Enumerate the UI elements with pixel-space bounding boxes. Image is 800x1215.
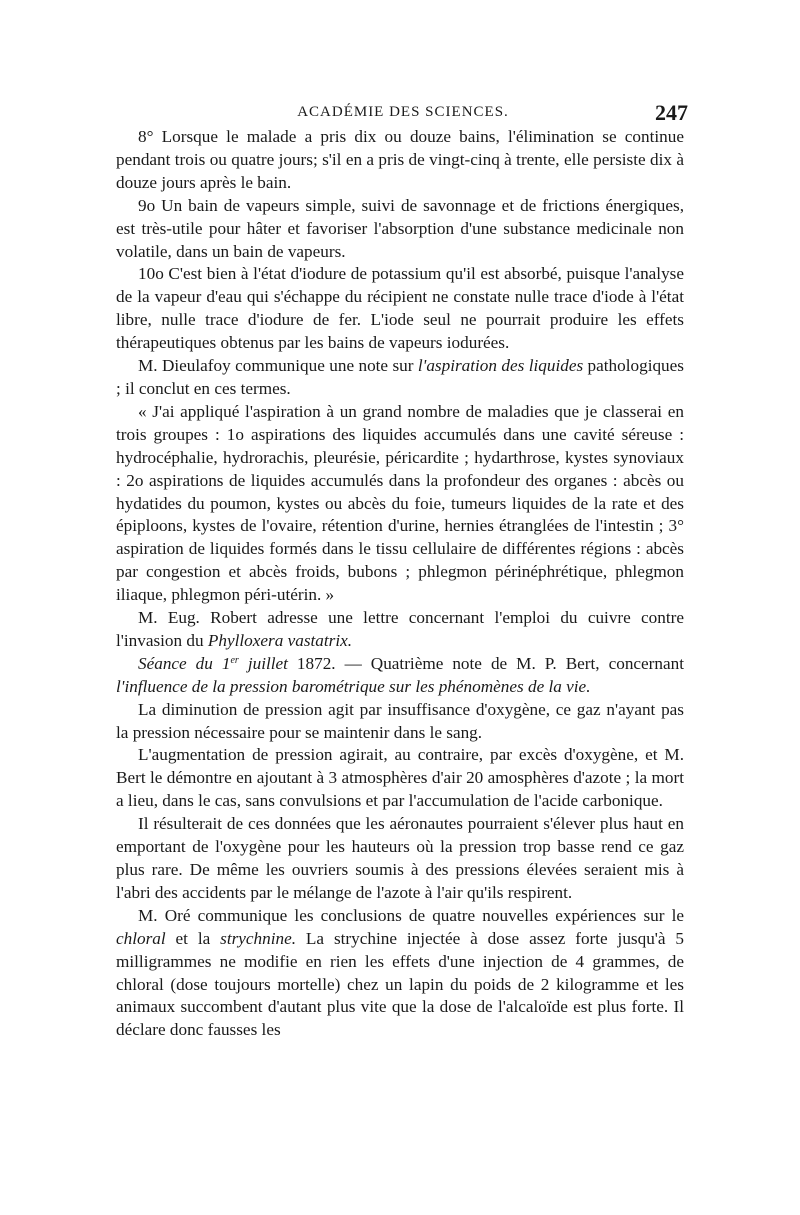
- paragraph-dieulafoy: [116, 355, 684, 401]
- paragraph-ore: [116, 905, 684, 1042]
- paragraph-aeronautes: Il résulterait de ces données que les aéronautes pourraient s'élever plus haut en emportant de l'oxygène pour les hauteurs où la pression trop basse rend ce gaz plus rare. De même les ouvriers soumis à des pressions élevées seraient mis à l'abri des accidents par le mélange de l'azote à l'air qu'ils respirent.: [116, 814, 684, 902]
- paragraph-quote: « J'ai appliqué l'aspiration à un grand nombre de maladies que je classerai en trois groupes : 1o aspirations des liquides accumulés dans une cavité séreuse : hydrocéphalie, hydrorachis, pleurésie, péricardite ; hydarthrose, kystes synoviaux : 2o aspirations de liquides accumulés dans la profondeur des organes : abcès ou hydatides du poumon, kystes ou abcès du foie, tumeurs liquides de la rate et des épiploons, kystes de l'ovaire, rétention d'urine, hernies étranglées de l'intestin ; 3° aspiration de liquides formés dans le tissu cellulaire de différentes régions : abcès par congestion et abcès froids, bubons ; phlegmon périnéphrétique, phlegmon iliaque, phlegmon péri-utérin. »: [116, 401, 684, 605]
- text-run: et la: [165, 928, 221, 948]
- italic-run: strychnine.: [220, 928, 297, 948]
- running-head: ACADÉMIE DES SCIENCES.: [297, 104, 509, 120]
- italic-run: l'aspiration des liquides: [417, 356, 584, 376]
- paragraph-conclusion-10: 10o C'est bien à l'état d'iodure de potassium qu'il est absorbé, puisque l'analyse de la vapeur d'eau qui s'échappe du récipient ne constate nulle trace d'iode à l'état libre, nulle trace d'iodure de fer. L'iode seul ne pourrait produire les effets thérapeutiques obtenus par les bains de vapeurs iodurées.: [116, 264, 684, 353]
- text-run: M. Oré communique les conclusions de quatre nouvelles expériences sur le: [138, 905, 684, 925]
- paragraph-seance: [116, 653, 684, 699]
- italic-run: chloral: [116, 928, 166, 948]
- italic-run: juillet: [238, 653, 288, 673]
- italic-run: l'influence de la pression barométrique sur les phénomènes de la vie.: [116, 676, 591, 696]
- superscript: er: [230, 654, 239, 666]
- text-run: 1872. — Quatrième note de M. P. Bert, concernant: [287, 653, 684, 673]
- text-run: M. Dieulafoy communique une note sur: [138, 356, 418, 376]
- text-run: pathologiques ; il conclut en ces termes.: [116, 356, 684, 398]
- text-run: La strychine injectée à dose assez forte jusqu'à 5 milligrammes ne modifie en rien les effets d'une injection de 4 grammes, de chloral (dose toujours mortelle) chez un lapin du poids de 2 kilogramme et les animaux succombent d'autant plus vite que la dose de l'alcaloïde est plus forte. Il déclare donc fausses les: [116, 928, 685, 1040]
- paragraph-diminution: La diminution de pression agit par insuffisance d'oxygène, ce gaz n'ayant pas la pression nécessaire pour se maintenir dans le sang.: [116, 699, 684, 742]
- italic-run: Phylloxera vastatrix.: [207, 630, 353, 650]
- page-number: 247: [655, 100, 688, 125]
- paragraph-robert: [116, 607, 684, 653]
- paragraph-augmentation: L'augmentation de pression agirait, au contraire, par excès d'oxygène, et M. Bert le démontre en ajoutant à 3 atmosphères d'air 20 amosphères d'azote ; la mort a lieu, dans le cas, sans convulsions et par l'accumulation de l'acide carbonique.: [116, 745, 684, 811]
- italic-run: Séance du 1: [138, 653, 231, 673]
- text-run: M. Eug. Robert adresse une lettre concernant l'emploi du cuivre contre l'invasion du: [116, 608, 684, 650]
- paragraph-conclusion-9: 9o Un bain de vapeurs simple, suivi de savonnage et de frictions énergiques, est très-utile pour hâter et favoriser l'absorption d'une substance medicinale non volatile, dans un bain de vapeurs.: [116, 195, 684, 261]
- body-text: [116, 126, 684, 1042]
- paragraph-conclusion-8: 8° Lorsque le malade a pris dix ou douze bains, l'élimination se continue pendant trois ou quatre jours; s'il en a pris de vingt-cinq à trente, elle persiste dix à douze jours après le bain.: [116, 127, 684, 192]
